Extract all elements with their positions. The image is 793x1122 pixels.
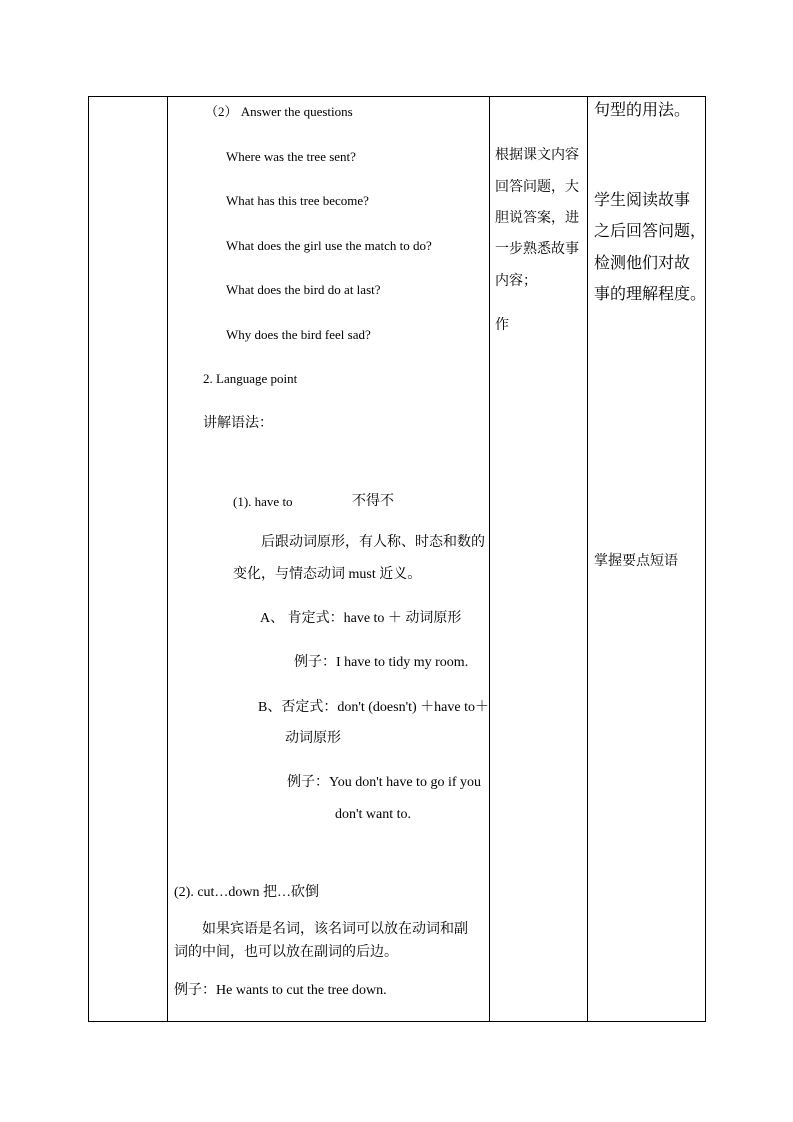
question-item: Where was the tree sent? xyxy=(226,149,356,164)
intent-text: 之后回答问题， xyxy=(594,223,707,240)
intent-text: 事的理解程度。 xyxy=(594,286,707,303)
point-2-label: (2). cut…down 把…砍倒 xyxy=(174,885,320,900)
affirmative-example: 例子：I have to tidy my room. xyxy=(294,655,469,670)
point-1-label: (1). have to xyxy=(233,494,293,509)
activity-line: 作 xyxy=(495,318,509,333)
intent-text: 掌握要点短语 xyxy=(594,554,678,569)
column-divider xyxy=(587,97,588,1021)
point-2-description: 如果宾语是名词，该名词可以放在动词和副 xyxy=(202,922,468,937)
point-2-example: 例子：He wants to cut the tree down. xyxy=(174,983,387,998)
negative-form: B、否定式：don't (doesn't) ＋have to＋ xyxy=(258,700,489,715)
question-item: Why does the bird feel sad? xyxy=(226,327,371,342)
point-1-description: 后跟动词原形，有人称、时态和数的 xyxy=(261,535,485,550)
intent-text: 句型的用法。 xyxy=(594,102,691,119)
question-item: What does the girl use the match to do? xyxy=(226,238,432,253)
activity-line: 根据课文内容 xyxy=(495,148,579,163)
intent-text: 检测他们对故 xyxy=(594,255,691,272)
column-divider xyxy=(489,97,490,1021)
point-2-description: 词的中间，也可以放在副词的后边。 xyxy=(174,945,398,960)
activity-line: 胆说答案，进 xyxy=(495,211,579,226)
point-1-description: 变化，与情态动词 must 近义。 xyxy=(233,567,422,582)
activity-line: 内容； xyxy=(495,274,537,289)
negative-example: 例子：You don't have to go if you xyxy=(287,775,481,790)
language-point-heading: 2. Language point xyxy=(203,371,298,386)
point-1-meaning: 不得不 xyxy=(352,494,394,509)
negative-form: 动词原形 xyxy=(285,731,341,746)
question-item: What does the bird do at last? xyxy=(226,282,381,297)
activity-line: 一步熟悉故事 xyxy=(495,242,579,257)
questions-heading: （2） Answer the questions xyxy=(205,104,353,119)
grammar-heading: 讲解语法： xyxy=(203,416,273,431)
activity-line: 回答问题，大 xyxy=(495,180,579,195)
question-item: What has this tree become? xyxy=(226,193,369,208)
negative-example: don't want to. xyxy=(335,807,412,822)
affirmative-form: A、 肯定式：have to ＋ 动词原形 xyxy=(260,611,462,626)
intent-text: 学生阅读故事 xyxy=(594,192,691,209)
column-divider xyxy=(167,97,168,1021)
